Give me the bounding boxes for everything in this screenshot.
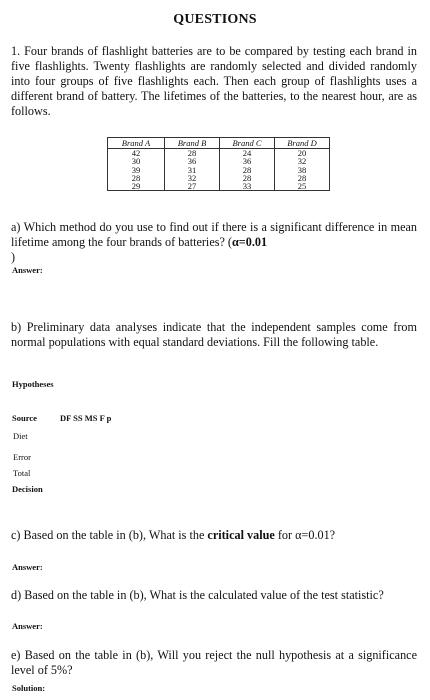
anova-row-total: Total: [13, 468, 31, 478]
table-cell: 30: [108, 157, 165, 165]
battery-lifetime-table: [107, 137, 330, 191]
question-e-text: e) Based on the table in (b), Will you reject the null hypothesis at a significance level of 5%?: [11, 648, 417, 677]
table-row: [108, 182, 330, 191]
table-row: [108, 174, 330, 182]
table-cell: 42: [108, 149, 165, 158]
question-a-prefix: a) Which method do you use to find out if there is a significant difference in mean lifetime among the four brands of batteries? (: [11, 220, 417, 249]
table-cell: 20: [275, 149, 330, 158]
table-cell: 24: [220, 149, 275, 158]
question-c-answer-label: Answer:: [12, 562, 43, 572]
question-d-answer-label: Answer:: [12, 621, 43, 631]
table-cell: 33: [220, 182, 275, 191]
header-brand-b: Brand B: [165, 138, 220, 149]
question-1-text: 1. Four brands of flashlight batteries are to be compared by testing each brand in five flashlights. Twenty flashlights are randomly selected and divided randomly into four groups of five flashlights each. Then each group of flashlights uses a different brand of battery. The lifetimes of the batteries, to the nearest hour, are as follows.: [11, 44, 417, 118]
question-e-solution-label: Solution:: [12, 683, 46, 693]
table-cell: 25: [275, 182, 330, 191]
question-a-alpha: α=0.01: [232, 235, 268, 249]
table-cell: 38: [275, 166, 330, 174]
question-c-prefix: c) Based on the table in (b), What is the: [11, 528, 208, 542]
table-cell: 31: [165, 166, 220, 174]
table-row: [108, 166, 330, 174]
anova-row-error: Error: [13, 452, 31, 462]
table-cell: 28: [275, 174, 330, 182]
table-header-row: [108, 138, 330, 149]
header-brand-a: Brand A: [108, 138, 165, 149]
anova-source-label: Source: [12, 413, 37, 423]
question-a-suffix: ): [11, 250, 16, 264]
question-b-text: b) Preliminary data analyses indicate that the independent samples come from normal populations with equal standard deviations. Fill the following table.: [11, 320, 417, 349]
question-c-bold: critical value: [207, 528, 275, 542]
anova-row-diet: Diet: [13, 431, 28, 441]
question-c-suffix: for α=0.01?: [274, 528, 336, 542]
question-a-answer-label: Answer:: [12, 265, 43, 275]
table-cell: 32: [275, 157, 330, 165]
anova-columns-label: DF SS MS F p: [60, 413, 112, 423]
question-d-text: d) Based on the table in (b), What is the calculated value of the test statistic?: [11, 588, 384, 602]
decision-label: Decision: [12, 484, 43, 494]
question-a-text: [11, 220, 417, 265]
table-cell: 36: [220, 157, 275, 165]
table-cell: 32: [165, 174, 220, 182]
hypotheses-label: Hypotheses: [12, 379, 54, 389]
table-cell: 27: [165, 182, 220, 191]
header-brand-c: Brand C: [220, 138, 275, 149]
table-cell: 28: [220, 174, 275, 182]
table-cell: 28: [220, 166, 275, 174]
page-title: QUESTIONS: [173, 12, 257, 27]
table-cell: 28: [165, 149, 220, 158]
table-cell: 29: [108, 182, 165, 191]
header-brand-d: Brand D: [275, 138, 330, 149]
table-cell: 39: [108, 166, 165, 174]
table-cell: 28: [108, 174, 165, 182]
question-c-text: [11, 528, 417, 543]
table-row: [108, 149, 330, 158]
table-cell: 36: [165, 157, 220, 165]
table-row: [108, 157, 330, 165]
